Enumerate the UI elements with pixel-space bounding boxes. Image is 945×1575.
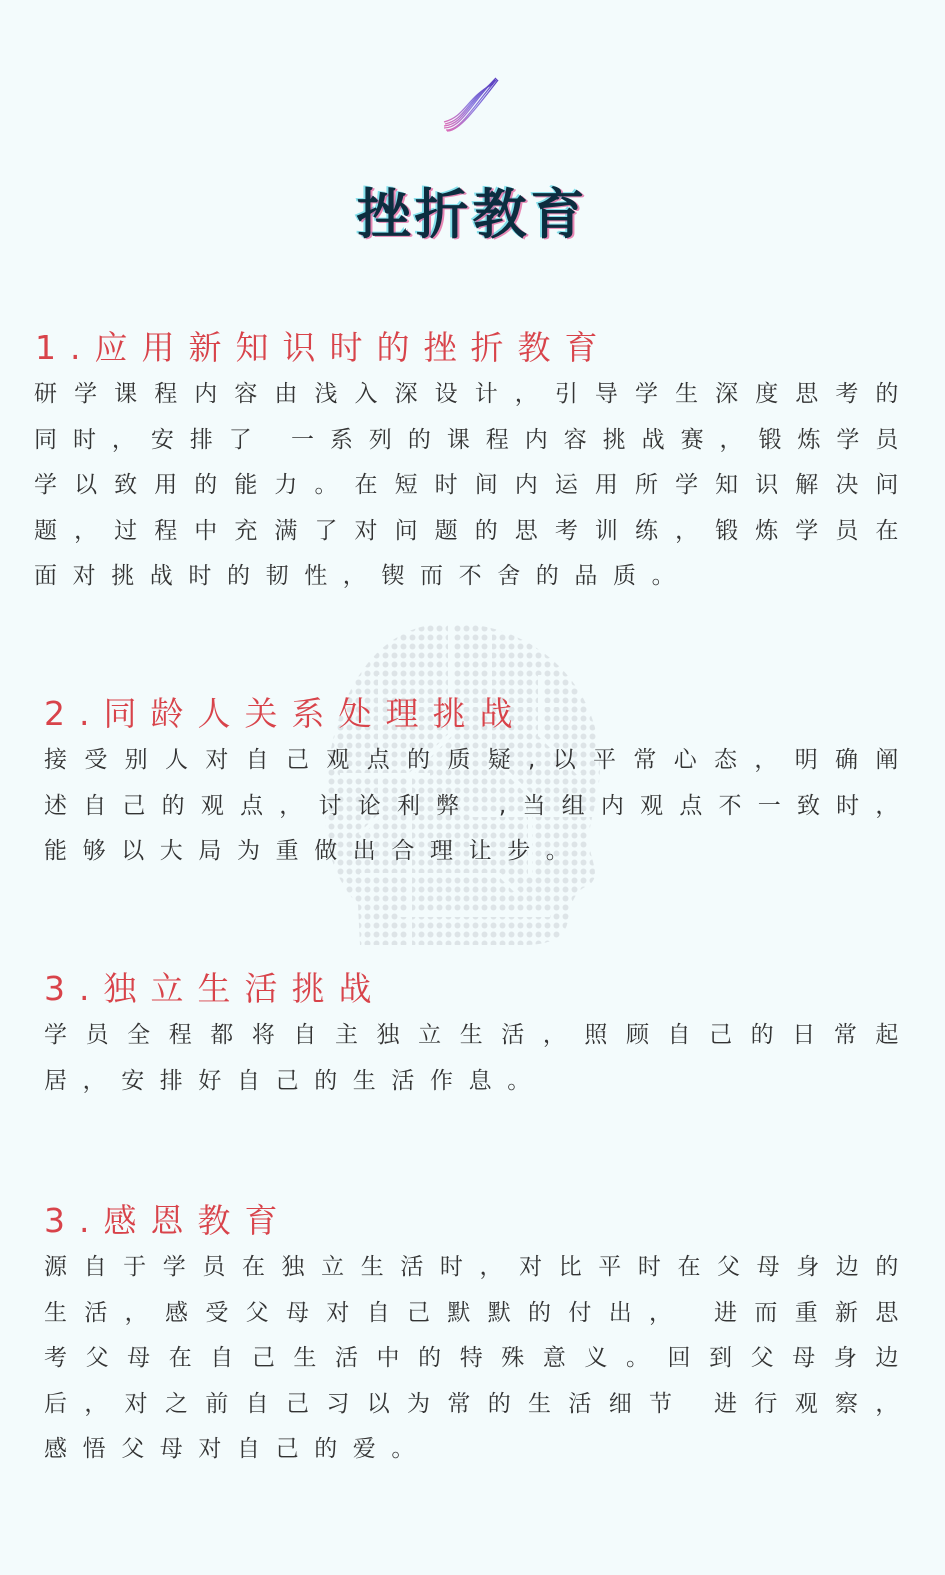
section-heading: 1.应用新知识时的挫折教育 bbox=[35, 328, 612, 367]
section-heading: 3.感恩教育 bbox=[44, 1201, 292, 1240]
section-body: 研学课程内容由浅入深设计，引导学生深度思考的同时，安排了 一系列的课程内容挑战赛，锻炼学员学以致用的能力。在短时间内运用所学知识解决问题，过程中充满了对问题的思考训练，锻炼学员在面对挑战时的韧性，锲而不舍的品质。 bbox=[34, 381, 914, 589]
section-body: 接受别人对自己观点的质疑,以平常心态，明确阐述自己的观点，讨论利弊 ,当组内观点不一致时，能够以大局为重做出合理让步。 bbox=[44, 747, 914, 864]
page-title: 挫折教育 bbox=[356, 183, 589, 246]
wave-ribbon-icon bbox=[440, 74, 500, 134]
section-body: 学员全程都将自主独立生活，照顾自己的日常起居，安排好自己的生活作息。 bbox=[44, 1022, 914, 1094]
section-heading: 2.同龄人关系处理挑战 bbox=[44, 694, 527, 733]
section-heading: 3.独立生活挑战 bbox=[44, 969, 386, 1008]
section-body: 源自于学员在独立生活时，对比平时在父母身边的生活，感受父母对自己默默的付出， 进而重新思考父母在自己生活中的特殊意义。回到父母身边后，对之前自己习以为常的生活细节 进行观察，感悟父母对自己的爱。 bbox=[44, 1254, 914, 1462]
